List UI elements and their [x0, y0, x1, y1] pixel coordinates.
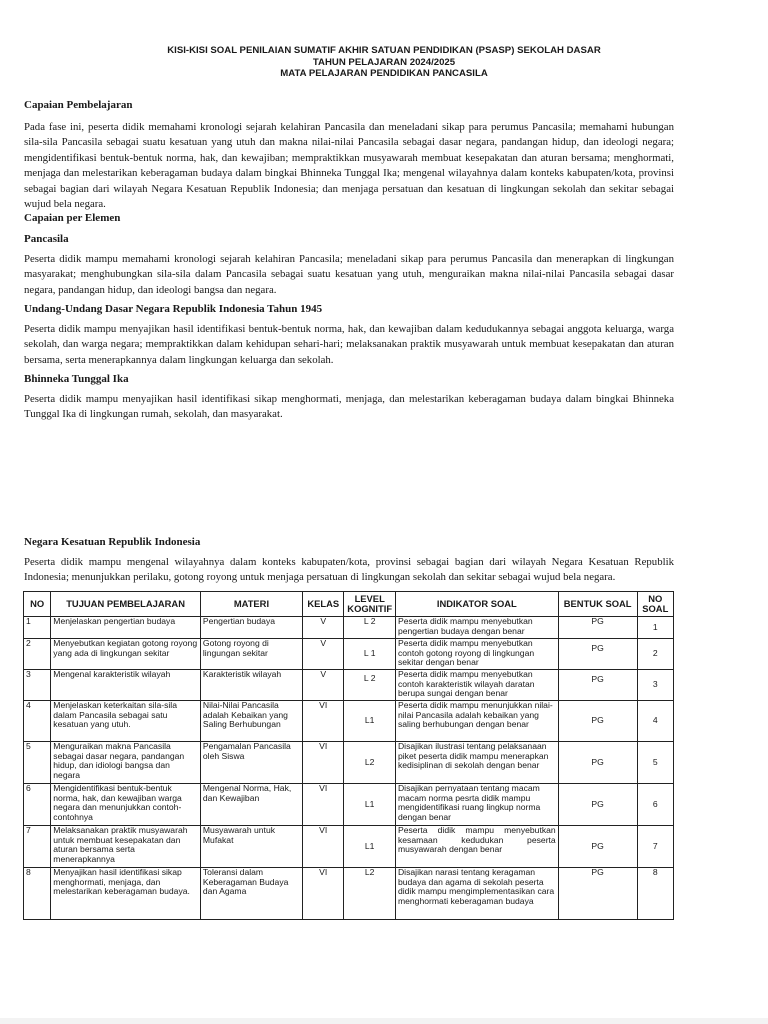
- col-header-bentuk: BENTUK SOAL: [558, 592, 637, 617]
- cell-tujuan: Melaksanakan praktik musyawarah untuk membuat kesepakatan dan aturan bersama serta menerapkannya: [51, 826, 201, 868]
- table-row: [24, 670, 674, 701]
- col-header-nosoal: NO SOAL: [637, 592, 673, 617]
- cell-level: L 2: [344, 617, 396, 639]
- cell-nosoal: 1: [637, 617, 673, 639]
- cell-nosoal: 5: [637, 742, 673, 784]
- cell-no: 6: [24, 784, 51, 826]
- cell-indikator: Peserta didik mampu menyebutkan contoh gotong royong di lingkungan sekitar dengan benar: [395, 639, 558, 670]
- cell-nosoal: 7: [637, 826, 673, 868]
- cell-indikator: Disajikan narasi tentang keragaman budaya dan agama di sekolah peserta didik mampu mengimplementasikan cara menghormati keberagaman budaya: [395, 868, 558, 920]
- cell-tujuan: Mengidentifikasi bentuk-bentuk norma, hak, dan kewajiban warga negara dan menunjukkan contoh-contohnya: [51, 784, 201, 826]
- cell-materi: Musyawarah untuk Mufakat: [200, 826, 302, 868]
- cell-bentuk: PG: [558, 639, 637, 670]
- capaian-text: Pada fase ini, peserta didik memahami kronologi sejarah kelahiran Pancasila dan meneladani sikap para perumus Pancasila; memahami hubungan sila-sila Pancasila sebagai suatu kesatuan yang utuh dan makna nilai-nilai Pancasila sebagai dasar negara, pandangan hidup, dan ideologi negara; mengidentifikasi bentuk-bentuk norma, hak, dan kewajiban; mempraktikkan musyawarah membuat kesepakatan dan aturan bersama; menghormati, menjaga dan melestarikan keberagaman budaya dalam bingkai Bhinneka Tunggal Ika; mengenal wilayahnya dalam konteks kabupaten/kota, provinsi sebagai bagian dari wilayah Negara Kesatuan Republik Indonesia; dan menjaga persatuan dan kesatuan di lingkungan sekolah dan sekitar sebagai wujud bela negara.: [24, 121, 674, 211]
- bti-section: [24, 372, 674, 423]
- cell-kelas: VI: [302, 742, 343, 784]
- cell-no: 8: [24, 868, 51, 920]
- cell-tujuan: Mengenal karakteristik wilayah: [51, 670, 201, 701]
- cell-tujuan: Menjelaskan keterkaitan sila-sila dalam Pancasila sebagai satu kesatuan yang utuh.: [51, 701, 201, 742]
- cell-tujuan: Menjelaskan pengertian budaya: [51, 617, 201, 639]
- cell-no: 3: [24, 670, 51, 701]
- cell-no: 2: [24, 639, 51, 670]
- cell-bentuk: PG: [558, 617, 637, 639]
- kisi-kisi-table: [23, 591, 674, 920]
- header-title: KISI-KISI SOAL PENILAIAN SUMATIF AKHIR SATUAN PENDIDIKAN (PSASP) SEKOLAH DASAR: [167, 45, 601, 56]
- cell-materi: Pengamalan Pancasila oleh Siswa: [200, 742, 302, 784]
- cell-bentuk: PG: [558, 701, 637, 742]
- page-bottom-edge: [0, 1018, 768, 1024]
- cell-nosoal: 3: [637, 670, 673, 701]
- cell-no: 5: [24, 742, 51, 784]
- cell-nosoal: 4: [637, 701, 673, 742]
- pancasila-text: Peserta didik mampu memahami kronologi sejarah kelahiran Pancasila; meneladani sikap para perumus Pancasila dan menerapkan di lingkungan masyarakat; menghubungkan sila-sila dalam Pancasila sebagai suatu kesatuan yang utuh, menguraikan makna nilai-nilai Pancasila sebagai dasar negara, pandangan hidup, dan ideologi bangsa dan negara.: [24, 253, 674, 296]
- uud-heading: Undang-Undang Dasar Negara Republik Indonesia Tahun 1945: [24, 303, 323, 315]
- table-row: [24, 617, 674, 639]
- table-header-row: [24, 592, 674, 617]
- cell-indikator: Disajikan pernyataan tentang macam macam norma pesrta didik mampu mengidentifikasi ruang lingkup norma dengan benar: [395, 784, 558, 826]
- cell-indikator: Peserta didik mampu menyebutkan kesamaan kedudukan peserta musyawarah dengan benar: [395, 826, 558, 868]
- cell-materi: Nilai-Nilai Pancasila adalah Kebaikan yang Saling Berhubungan: [200, 701, 302, 742]
- col-header-level: LEVEL KOGNITIF: [344, 592, 396, 617]
- cell-tujuan: Menyebutkan kegiatan gotong royong yang ada di lingkungan sekitar: [51, 639, 201, 670]
- cell-nosoal: 8: [637, 868, 673, 920]
- cell-indikator: Peserta didik mampu menyebutkan contoh karakteristik wilayah daratan berupa sungai dengan benar: [395, 670, 558, 701]
- cell-materi: Karakteristik wilayah: [200, 670, 302, 701]
- cell-kelas: V: [302, 670, 343, 701]
- table-row: [24, 868, 674, 920]
- cell-bentuk: PG: [558, 868, 637, 920]
- cell-kelas: VI: [302, 784, 343, 826]
- cell-materi: Pengertian budaya: [200, 617, 302, 639]
- cell-no: 7: [24, 826, 51, 868]
- cell-bentuk: PG: [558, 670, 637, 701]
- cell-no: 4: [24, 701, 51, 742]
- table-row: [24, 826, 674, 868]
- nkri-heading: Negara Kesatuan Republik Indonesia: [24, 536, 201, 548]
- document-header: [0, 45, 768, 80]
- cell-indikator: Peserta didik mampu menunjukkan nilai-nilai Pancasila adalah kebaikan yang saling berhubungan dengan benar: [395, 701, 558, 742]
- capaian-heading: Capaian Pembelajaran: [24, 99, 133, 111]
- cell-indikator: Disajikan ilustrasi tentang pelaksanaan piket peserta didik mampu menerapkan kedisiplinan di sekolah dengan benar: [395, 742, 558, 784]
- table-row: [24, 742, 674, 784]
- col-header-no: NO: [24, 592, 51, 617]
- pancasila-section: [24, 232, 674, 298]
- header-year: TAHUN PELAJARAN 2024/2025: [312, 56, 456, 68]
- cell-materi: Gotong royong di lingungan sekitar: [200, 639, 302, 670]
- header-subject: MATA PELAJARAN PENDIDIKAN PANCASILA: [280, 68, 488, 79]
- col-header-tujuan: TUJUAN PEMBELAJARAN: [51, 592, 201, 617]
- cell-bentuk: PG: [558, 784, 637, 826]
- cell-kelas: VI: [302, 868, 343, 920]
- cell-level: L2: [344, 742, 396, 784]
- cell-tujuan: Menyajikan hasil identifikasi sikap menghormati, menjaga, dan melestarikan keberagaman budaya.: [51, 868, 201, 920]
- col-header-materi: MATERI: [200, 592, 302, 617]
- bti-text: Peserta didik mampu menyajikan hasil identifikasi sikap menghormati, menjaga, dan melestarikan keberagaman budaya dalam bingkai Bhinneka Tunggal Ika di lingkungan rumah, sekolah, dan masyarakat.: [24, 393, 674, 421]
- cell-bentuk: PG: [558, 742, 637, 784]
- cell-materi: Mengenal Norma, Hak, dan Kewajiban: [200, 784, 302, 826]
- cell-kelas: V: [302, 639, 343, 670]
- table-row: [24, 701, 674, 742]
- cell-level: L1: [344, 784, 396, 826]
- nkri-section: [24, 535, 674, 586]
- pancasila-heading: Pancasila: [24, 233, 69, 245]
- bti-heading: Bhinneka Tunggal Ika: [24, 373, 129, 385]
- nkri-text: Peserta didik mampu mengenal wilayahnya dalam konteks kabupaten/kota, provinsi sebagai bagian dari wilayah Negara Kesatuan Republik Indonesia; menunjukkan perilaku, gotong royong untuk menjaga persatuan di lingkungan sekolah dan sekitar sebagai wujud bela negara.: [24, 556, 674, 584]
- cell-nosoal: 2: [637, 639, 673, 670]
- col-header-indikator: INDIKATOR SOAL: [395, 592, 558, 617]
- table-row: [24, 784, 674, 826]
- cell-kelas: V: [302, 617, 343, 639]
- cell-level: L 1: [344, 639, 396, 670]
- cell-indikator: Peserta didik mampu menyebutkan pengertian budaya dengan benar: [395, 617, 558, 639]
- col-header-kelas: KELAS: [302, 592, 343, 617]
- uud-section: [24, 302, 674, 368]
- table-row: [24, 639, 674, 670]
- cell-level: L 2: [344, 670, 396, 701]
- cell-kelas: VI: [302, 701, 343, 742]
- cell-level: L1: [344, 701, 396, 742]
- cell-tujuan: Menguraikan makna Pancasila sebagai dasar negara, pandangan hidup, dan idiologi bangsa dan negara: [51, 742, 201, 784]
- cell-kelas: VI: [302, 826, 343, 868]
- capaian-section: [24, 98, 674, 212]
- cell-bentuk: PG: [558, 826, 637, 868]
- elemen-heading: Capaian per Elemen: [24, 212, 121, 224]
- cell-no: 1: [24, 617, 51, 639]
- elemen-heading-block: [24, 211, 674, 225]
- cell-level: L2: [344, 868, 396, 920]
- cell-nosoal: 6: [637, 784, 673, 826]
- cell-level: L1: [344, 826, 396, 868]
- cell-materi: Toleransi dalam Keberagaman Budaya dan Agama: [200, 868, 302, 920]
- uud-text: Peserta didik mampu menyajikan hasil identifikasi bentuk-bentuk norma, hak, dan kewajiban dalam kedudukannya sebagai anggota keluarga, warga sekolah, dan warga negara; mempraktikkan dalam kehidupan sehari-hari; melaksanakan praktik musyawarah untuk membuat kesepakatan dan aturan bersama, serta menerapkannya dalam lingkungan keluarga dan sekolah.: [24, 323, 674, 366]
